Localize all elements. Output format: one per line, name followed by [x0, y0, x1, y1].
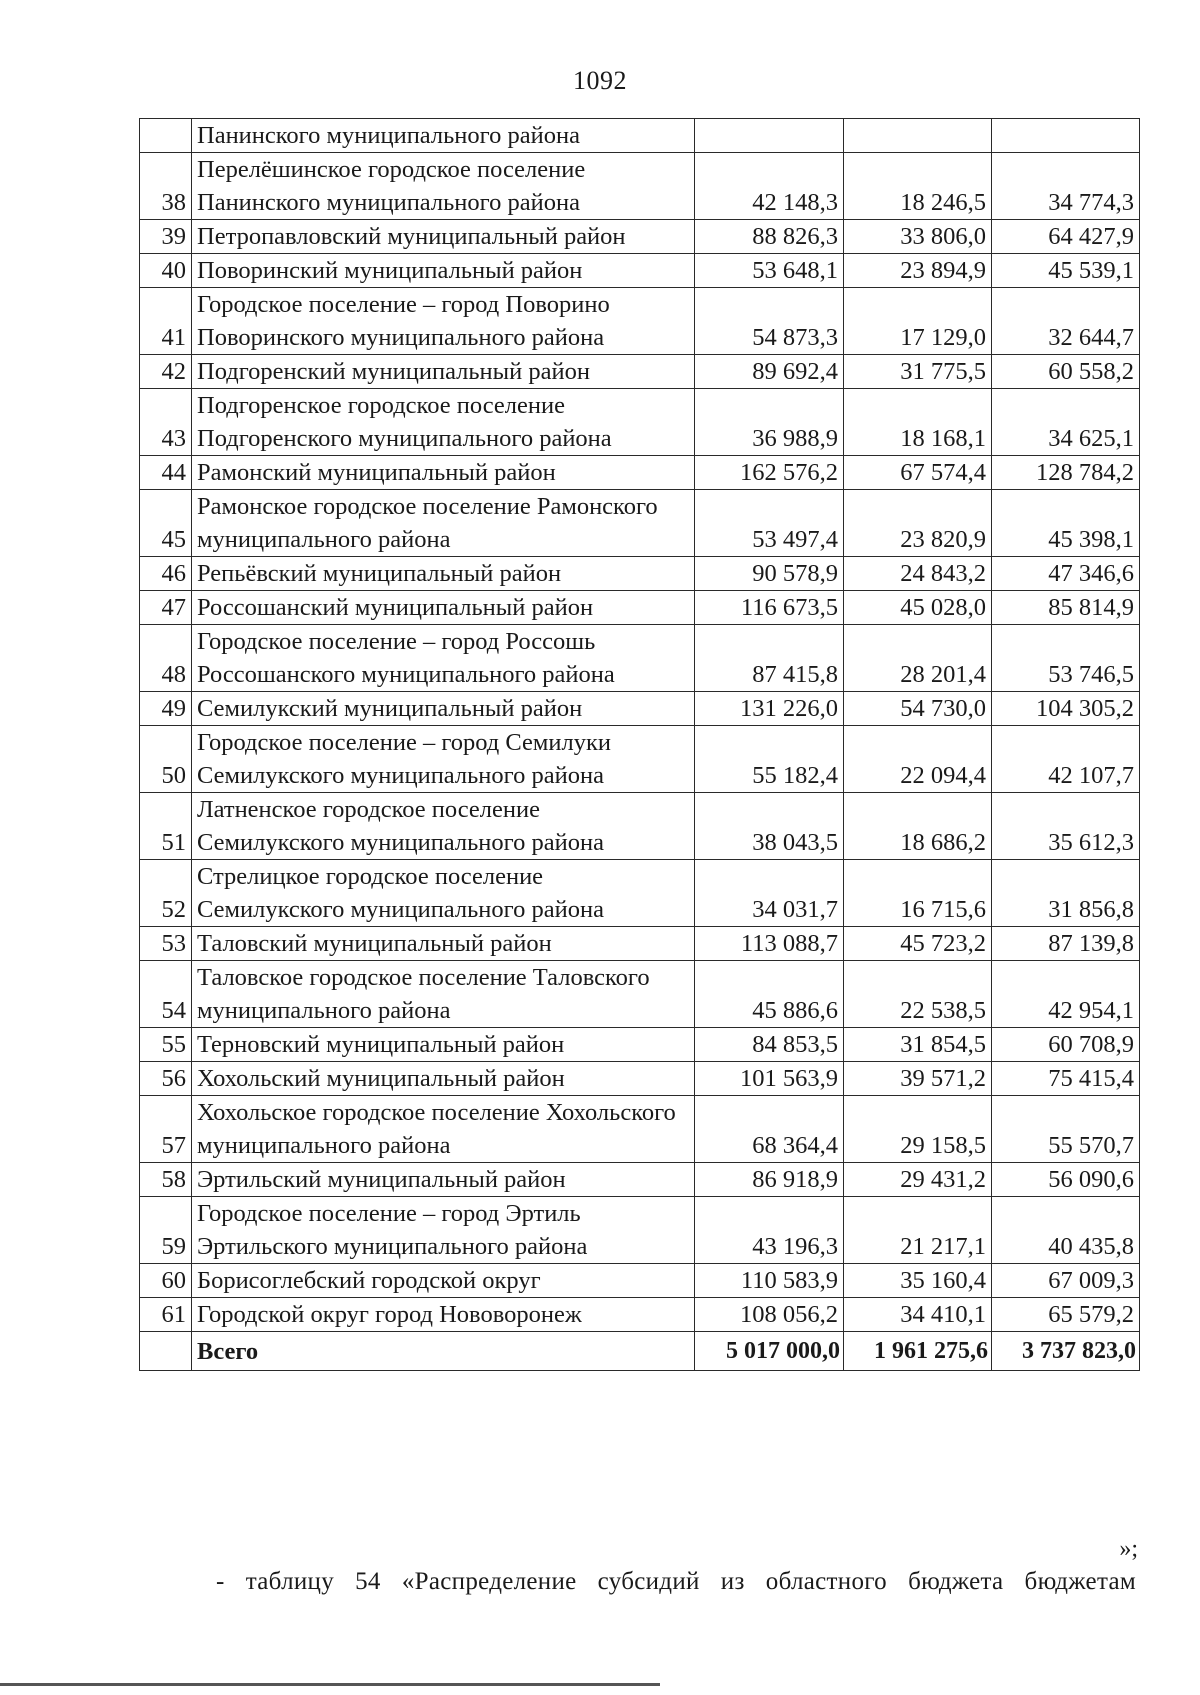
row-value-2	[844, 119, 992, 153]
total-value-2: 1 961 275,6	[844, 1332, 992, 1371]
row-value-2: 45 028,0	[844, 591, 992, 625]
row-number: 47	[140, 591, 192, 625]
row-number: 58	[140, 1163, 192, 1197]
row-value-2: 23 894,9	[844, 254, 992, 288]
table-row	[140, 726, 1140, 793]
row-value-2: 34 410,1	[844, 1298, 992, 1332]
subsidy-distribution-table	[139, 118, 1140, 1371]
row-value-1: 84 853,5	[695, 1028, 844, 1062]
row-value-1: 43 196,3	[695, 1197, 844, 1264]
table-row	[140, 692, 1140, 726]
row-value-2: 54 730,0	[844, 692, 992, 726]
row-number: 44	[140, 456, 192, 490]
row-value-3: 34 625,1	[992, 389, 1140, 456]
total-label: Всего	[192, 1332, 695, 1371]
row-value-1: 88 826,3	[695, 220, 844, 254]
row-value-3: 128 784,2	[992, 456, 1140, 490]
row-value-1	[695, 119, 844, 153]
table-row	[140, 355, 1140, 389]
row-value-2: 22 094,4	[844, 726, 992, 793]
row-number: 40	[140, 254, 192, 288]
table-row	[140, 927, 1140, 961]
row-value-2: 31 775,5	[844, 355, 992, 389]
row-name: Хохольское городское поселение Хохольского муниципального района	[192, 1096, 695, 1163]
row-name: Латненское городское поселение Семилукского муниципального района	[192, 793, 695, 860]
table-row	[140, 793, 1140, 860]
row-value-1: 86 918,9	[695, 1163, 844, 1197]
row-value-1: 87 415,8	[695, 625, 844, 692]
row-name: Перелёшинское городское поселение Панинского муниципального района	[192, 153, 695, 220]
row-value-1: 55 182,4	[695, 726, 844, 793]
total-value-3: 3 737 823,0	[992, 1332, 1140, 1371]
row-value-1: 89 692,4	[695, 355, 844, 389]
row-value-1: 38 043,5	[695, 793, 844, 860]
table-row	[140, 1096, 1140, 1163]
row-number: 45	[140, 490, 192, 557]
row-number: 57	[140, 1096, 192, 1163]
row-value-1: 116 673,5	[695, 591, 844, 625]
row-value-3: 53 746,5	[992, 625, 1140, 692]
row-name: Россошанский муниципальный район	[192, 591, 695, 625]
table-row	[140, 557, 1140, 591]
row-value-2: 18 246,5	[844, 153, 992, 220]
row-value-2: 33 806,0	[844, 220, 992, 254]
row-value-1: 162 576,2	[695, 456, 844, 490]
row-value-3: 55 570,7	[992, 1096, 1140, 1163]
row-value-2: 24 843,2	[844, 557, 992, 591]
row-value-3: 85 814,9	[992, 591, 1140, 625]
table-row	[140, 490, 1140, 557]
row-number: 52	[140, 860, 192, 927]
table-row	[140, 1028, 1140, 1062]
table-row	[140, 153, 1140, 220]
row-value-2: 35 160,4	[844, 1264, 992, 1298]
row-name: Городской округ город Нововоронеж	[192, 1298, 695, 1332]
row-name: Стрелицкое городское поселение Семилукского муниципального района	[192, 860, 695, 927]
next-item-text: - таблицу 54 «Распределение субсидий из областного бюджета бюджетам	[216, 1568, 1136, 1595]
row-number: 39	[140, 220, 192, 254]
row-value-1: 42 148,3	[695, 153, 844, 220]
table-row	[140, 254, 1140, 288]
row-value-1: 131 226,0	[695, 692, 844, 726]
row-name: Рамонское городское поселение Рамонского муниципального района	[192, 490, 695, 557]
row-value-3: 60 558,2	[992, 355, 1140, 389]
row-value-2: 39 571,2	[844, 1062, 992, 1096]
row-number	[140, 119, 192, 153]
row-value-1: 34 031,7	[695, 860, 844, 927]
row-name: Эртильский муниципальный район	[192, 1163, 695, 1197]
row-name: Городское поселение – город Поворино Поворинского муниципального района	[192, 288, 695, 355]
row-value-3: 35 612,3	[992, 793, 1140, 860]
table-row	[140, 1163, 1140, 1197]
row-value-1: 45 886,6	[695, 961, 844, 1028]
row-number: 49	[140, 692, 192, 726]
table-row	[140, 288, 1140, 355]
table-row	[140, 1264, 1140, 1298]
row-number: 38	[140, 153, 192, 220]
row-number: 42	[140, 355, 192, 389]
row-number: 46	[140, 557, 192, 591]
table-row	[140, 1298, 1140, 1332]
row-value-2: 29 158,5	[844, 1096, 992, 1163]
row-value-3: 42 107,7	[992, 726, 1140, 793]
row-value-2: 28 201,4	[844, 625, 992, 692]
row-name: Семилукский муниципальный район	[192, 692, 695, 726]
row-value-1: 36 988,9	[695, 389, 844, 456]
footer-rule	[0, 1683, 660, 1686]
row-name: Репьёвский муниципальный район	[192, 557, 695, 591]
row-number: 51	[140, 793, 192, 860]
row-name: Панинского муниципального района	[192, 119, 695, 153]
row-number: 48	[140, 625, 192, 692]
row-name: Городское поселение – город Россошь Россошанского муниципального района	[192, 625, 695, 692]
row-value-3: 104 305,2	[992, 692, 1140, 726]
row-value-1: 90 578,9	[695, 557, 844, 591]
row-value-2: 67 574,4	[844, 456, 992, 490]
row-number: 43	[140, 389, 192, 456]
row-number: 50	[140, 726, 192, 793]
row-name: Подгоренское городское поселение Подгоренского муниципального района	[192, 389, 695, 456]
total-row	[140, 1332, 1140, 1371]
table-row	[140, 119, 1140, 153]
row-value-1: 101 563,9	[695, 1062, 844, 1096]
table-body	[140, 119, 1140, 1332]
row-value-3: 40 435,8	[992, 1197, 1140, 1264]
row-value-3: 60 708,9	[992, 1028, 1140, 1062]
row-name: Таловский муниципальный район	[192, 927, 695, 961]
row-value-2: 45 723,2	[844, 927, 992, 961]
row-number: 54	[140, 961, 192, 1028]
row-name: Терновский муниципальный район	[192, 1028, 695, 1062]
row-value-2: 22 538,5	[844, 961, 992, 1028]
row-value-3: 45 398,1	[992, 490, 1140, 557]
table-row	[140, 389, 1140, 456]
row-name: Поворинский муниципальный район	[192, 254, 695, 288]
row-value-2: 18 686,2	[844, 793, 992, 860]
row-value-3: 64 427,9	[992, 220, 1140, 254]
table-row	[140, 1062, 1140, 1096]
total-number-cell	[140, 1332, 192, 1371]
row-value-1: 108 056,2	[695, 1298, 844, 1332]
row-number: 56	[140, 1062, 192, 1096]
table-row	[140, 591, 1140, 625]
table-row	[140, 961, 1140, 1028]
row-name: Подгоренский муниципальный район	[192, 355, 695, 389]
row-name: Таловское городское поселение Таловского муниципального района	[192, 961, 695, 1028]
row-value-2: 18 168,1	[844, 389, 992, 456]
row-name: Городское поселение – город Эртиль Эртильского муниципального района	[192, 1197, 695, 1264]
table-row	[140, 1197, 1140, 1264]
row-number: 61	[140, 1298, 192, 1332]
row-name: Рамонский муниципальный район	[192, 456, 695, 490]
row-number: 41	[140, 288, 192, 355]
table-row	[140, 625, 1140, 692]
row-name: Городское поселение – город Семилуки Семилукского муниципального района	[192, 726, 695, 793]
row-value-2: 29 431,2	[844, 1163, 992, 1197]
row-value-3: 34 774,3	[992, 153, 1140, 220]
row-value-3: 32 644,7	[992, 288, 1140, 355]
row-value-2: 23 820,9	[844, 490, 992, 557]
row-name: Борисоглебский городской округ	[192, 1264, 695, 1298]
row-value-3: 31 856,8	[992, 860, 1140, 927]
row-value-3: 65 579,2	[992, 1298, 1140, 1332]
table-row	[140, 860, 1140, 927]
table-row	[140, 220, 1140, 254]
row-value-3: 45 539,1	[992, 254, 1140, 288]
row-value-1: 53 648,1	[695, 254, 844, 288]
table-row	[140, 456, 1140, 490]
row-value-3: 87 139,8	[992, 927, 1140, 961]
row-value-2: 16 715,6	[844, 860, 992, 927]
row-number: 53	[140, 927, 192, 961]
row-number: 60	[140, 1264, 192, 1298]
row-value-3: 56 090,6	[992, 1163, 1140, 1197]
row-value-2: 21 217,1	[844, 1197, 992, 1264]
row-name: Хохольский муниципальный район	[192, 1062, 695, 1096]
total-value-1: 5 017 000,0	[695, 1332, 844, 1371]
row-number: 55	[140, 1028, 192, 1062]
row-number: 59	[140, 1197, 192, 1264]
row-value-1: 54 873,3	[695, 288, 844, 355]
closing-quote-mark: »;	[1119, 1536, 1138, 1562]
row-value-2: 31 854,5	[844, 1028, 992, 1062]
row-value-1: 110 583,9	[695, 1264, 844, 1298]
row-value-3	[992, 119, 1140, 153]
row-value-3: 47 346,6	[992, 557, 1140, 591]
row-value-2: 17 129,0	[844, 288, 992, 355]
row-value-1: 113 088,7	[695, 927, 844, 961]
row-value-1: 68 364,4	[695, 1096, 844, 1163]
row-value-3: 67 009,3	[992, 1264, 1140, 1298]
row-value-3: 75 415,4	[992, 1062, 1140, 1096]
row-value-3: 42 954,1	[992, 961, 1140, 1028]
page-number: 1092	[573, 66, 627, 95]
row-value-1: 53 497,4	[695, 490, 844, 557]
row-name: Петропавловский муниципальный район	[192, 220, 695, 254]
